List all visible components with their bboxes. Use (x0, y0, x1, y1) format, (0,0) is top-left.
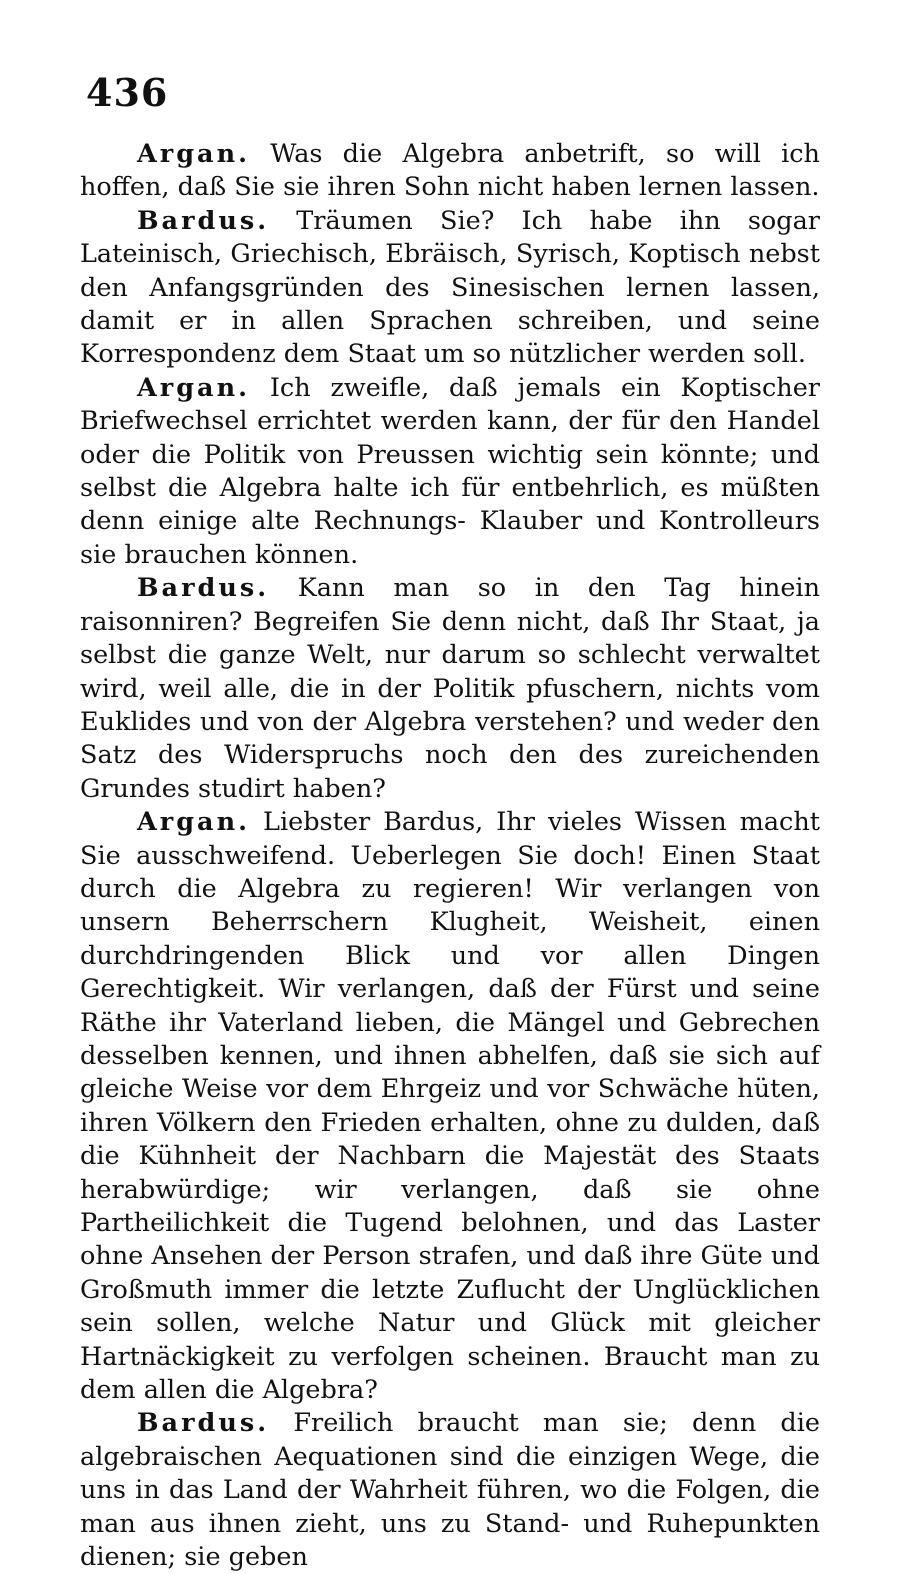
speaker-name: Bardus. (137, 1408, 270, 1439)
paragraph-text: Was die Algebra anbetrift, so will ich hoffen, daß Sie sie ihren Sohn nicht haben lernen lassen. (80, 139, 820, 203)
paragraph-text: Träumen Sie? Ich habe ihn sogar Lateinisch, Griechisch, Ebräisch, Syrisch, Koptisch nebst den Anfangsgründen des Sinesischen lernen lassen, damit er in allen Sprachen schreiben, und seine Korrespondenz dem Staat um so nützlicher werden soll. (80, 205, 820, 370)
speaker-name: Bardus. (137, 205, 270, 236)
dialogue-paragraph (80, 372, 820, 572)
page-text (80, 138, 820, 1574)
paragraph-text: Liebster Bardus, Ihr vieles Wissen macht Sie ausschweifend. Ueberlegen Sie doch! Einen Staat durch die Algebra zu regieren! Wir verlangen von unsern Beherrschern Klugheit, Weisheit, einen durchdringenden Blick und vor allen Dingen Gerechtigkeit. Wir verlangen, daß der Fürst und seine Räthe ihr Vaterland lieben, die Mängel und Gebrechen desselben kennen, und ihnen abhelfen, daß sie sich auf gleiche Weise vor dem Ehrgeiz und vor Schwäche hüten, ihren Völkern den Frieden erhalten, ohne zu dulden, daß die Kühnheit der Nachbarn die Majestät des Staats herabwürdige; wir verlangen, daß sie ohne Partheilichkeit die Tugend belohnen, und das Laster ohne Ansehen der Person strafen, und daß ihre Güte und Großmuth immer die letzte Zuflucht der Unglücklichen sein sollen, welche Natur und Glück mit gleicher Hartnäckigkeit zu verfolgen scheinen. Braucht man zu dem allen die Algebra? (80, 807, 821, 1406)
speaker-name: Argan. (137, 807, 250, 838)
speaker-name: Argan. (137, 372, 250, 403)
page-number: 436 (86, 70, 169, 115)
paragraph-text: Kann man so in den Tag hinein raisonniren? Begreifen Sie denn nicht, daß Ihr Staat, ja selbst die ganze Welt, nur darum so schlecht verwaltet wird, weil alle, die in der Politik pfuschern, nichts vom Euklides und von der Algebra verstehen? und weder den Satz des Widerspruchs noch den des zureichenden Grundes studirt haben? (80, 573, 820, 804)
dialogue-paragraph (80, 572, 820, 806)
paragraph-text: Ich zweifle, daß jemals ein Koptischer Briefwechsel errichtet werden kann, der für den Handel oder die Politik von Preussen wichtig sein könnte; und selbst die Algebra halte ich für entbehrlich, es müßten denn einige alte Rechnungs- Klauber und Kontrolleurs sie brauchen können. (80, 372, 820, 570)
paragraph-text: Freilich braucht man sie; denn die algebraischen Aequationen sind die einzigen Wege, die uns in das Land der Wahrheit führen, wo die Folgen, die man aus ihnen zieht, uns zu Stand- und Ruhepunkten dienen; sie geben (80, 1408, 821, 1573)
dialogue-paragraph (80, 205, 820, 372)
speaker-name: Bardus. (137, 573, 270, 604)
dialogue-paragraph (80, 1407, 820, 1574)
dialogue-paragraph (80, 138, 820, 205)
speaker-name: Argan. (137, 139, 250, 169)
dialogue-paragraph (80, 806, 820, 1407)
